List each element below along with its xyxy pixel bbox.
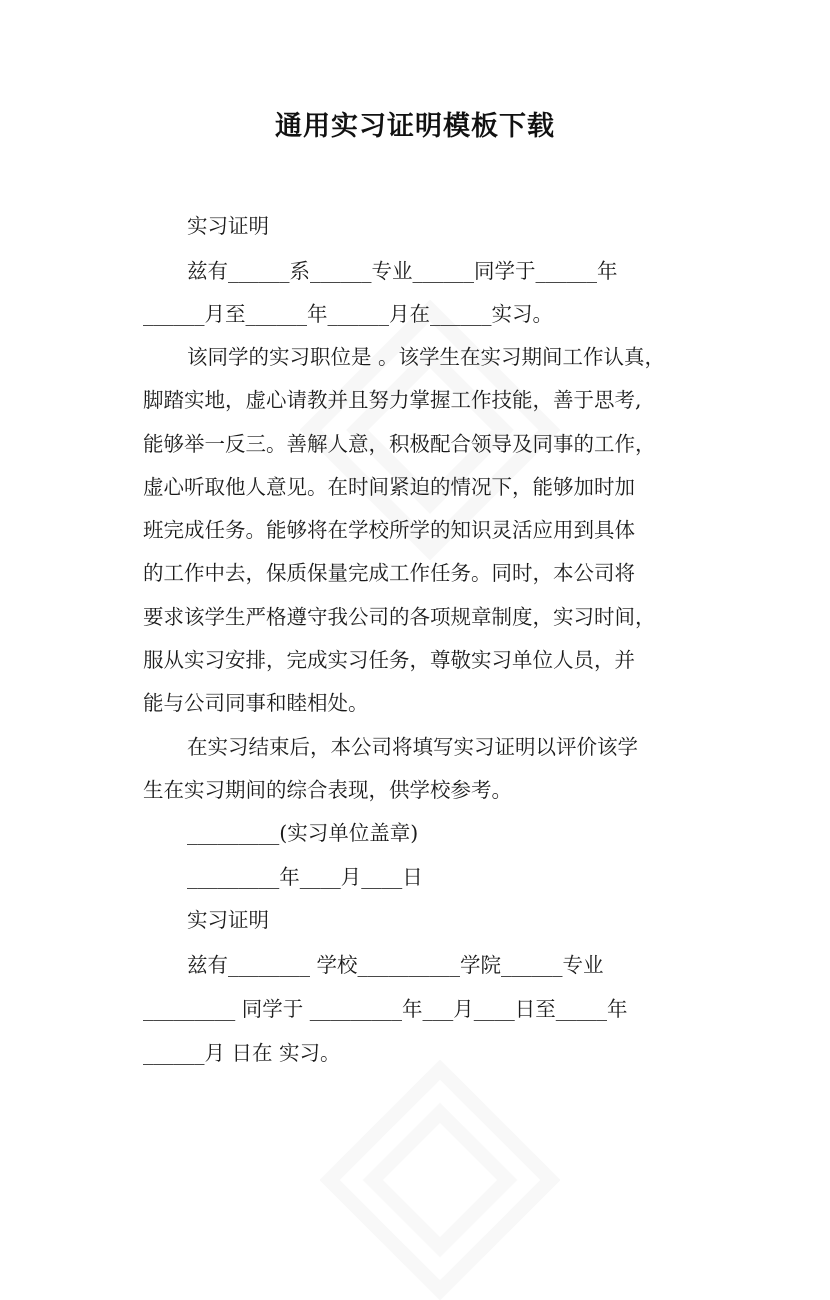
paragraph-line: 该同学的实习职位是 。该学生在实习期间工作认真，: [187, 345, 666, 369]
paragraph-line: 服从实习安排，完成实习任务，尊敬实习单位人员，并: [143, 648, 635, 672]
section-heading: 实习证明: [187, 908, 269, 932]
watermark-icon: [320, 1060, 560, 1300]
paragraph-line: 虚心听取他人意见。在时间紧迫的情况下，能够加时加: [143, 475, 635, 499]
paragraph-line: ______月至______年______月在______实习。: [143, 302, 553, 326]
paragraph-line: 在实习结束后，本公司将填写实习证明以评价该学: [187, 735, 638, 759]
paragraph-line: 兹有________ 学校__________学院______专业: [187, 953, 604, 977]
paragraph-line: ______月 日在 实习。: [143, 1041, 341, 1065]
paragraph-line: 要求该学生严格遵守我公司的各项规章制度，实习时间，: [143, 605, 656, 629]
paragraph-line: 能够举一反三。善解人意，积极配合领导及同事的工作，: [143, 432, 656, 456]
seal-line: _________(实习单位盖章): [187, 821, 419, 845]
page-title: 通用实习证明模板下载: [275, 111, 555, 142]
paragraph-line: 兹有______系______专业______同学于______年: [187, 259, 618, 283]
paragraph-line: 生在实习期间的综合表现，供学校参考。: [143, 778, 512, 802]
paragraph-line: 脚踏实地，虚心请教并且努力掌握工作技能，善于思考,: [143, 388, 642, 412]
paragraph-line: _________ 同学于 _________年___月____日至_____年: [143, 997, 628, 1021]
section-heading: 实习证明: [187, 214, 269, 238]
paragraph-line: 能与公司同事和睦相处。: [143, 691, 369, 715]
paragraph-line: 的工作中去，保质保量完成工作任务。同时，本公司将: [143, 561, 635, 585]
date-line: _________年____月____日: [187, 865, 423, 889]
paragraph-line: 班完成任务。能够将在学校所学的知识灵活应用到具体: [143, 518, 635, 542]
